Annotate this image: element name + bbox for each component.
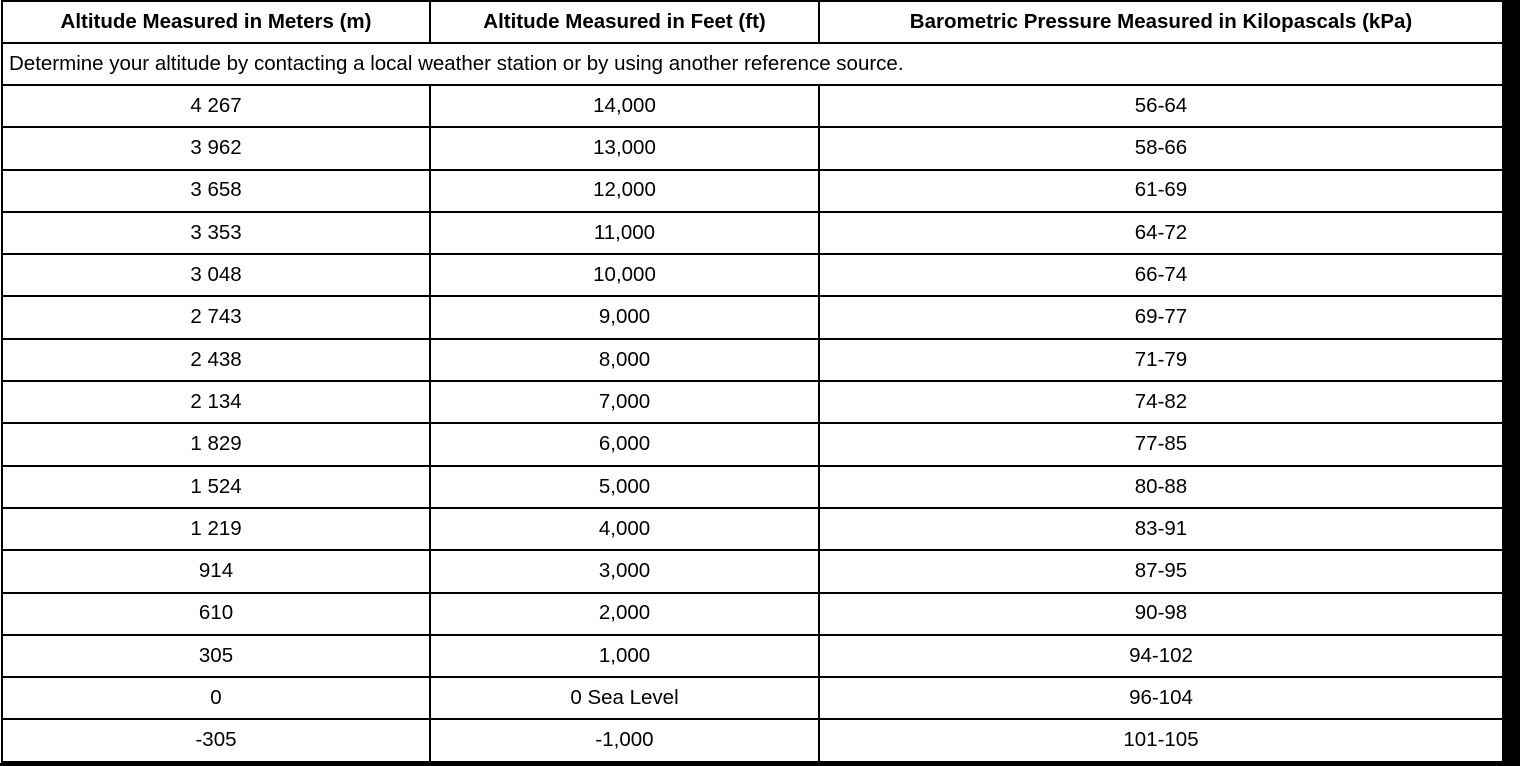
cell-feet: 6,000: [430, 423, 819, 465]
table-row: [2, 550, 1503, 592]
cell-feet: 13,000: [430, 127, 819, 169]
cell-feet: 12,000: [430, 170, 819, 212]
header-meters: Altitude Measured in Meters (m): [2, 1, 430, 43]
cell-feet: 2,000: [430, 593, 819, 635]
cell-meters: -305: [2, 719, 430, 761]
altitude-pressure-table: [1, 0, 1504, 763]
cell-feet: 14,000: [430, 85, 819, 127]
cell-feet: 8,000: [430, 339, 819, 381]
cell-meters: 305: [2, 635, 430, 677]
cell-pressure: 87-95: [819, 550, 1503, 592]
cell-meters: 3 048: [2, 254, 430, 296]
table-row: [2, 466, 1503, 508]
table-row: [2, 635, 1503, 677]
cell-pressure: 83-91: [819, 508, 1503, 550]
cell-feet: 9,000: [430, 296, 819, 338]
cell-pressure: 74-82: [819, 381, 1503, 423]
cell-meters: 1 524: [2, 466, 430, 508]
cell-meters: 914: [2, 550, 430, 592]
altitude-note: Determine your altitude by contacting a local weather station or by using another reference source.: [2, 43, 1503, 85]
header-feet: Altitude Measured in Feet (ft): [430, 1, 819, 43]
cell-pressure: 64-72: [819, 212, 1503, 254]
cell-pressure: 96-104: [819, 677, 1503, 719]
table-row: [2, 719, 1503, 761]
table-row: [2, 85, 1503, 127]
cell-pressure: 56-64: [819, 85, 1503, 127]
cell-meters: 0: [2, 677, 430, 719]
cell-feet: 7,000: [430, 381, 819, 423]
table-row: [2, 296, 1503, 338]
cell-meters: 3 353: [2, 212, 430, 254]
cell-pressure: 94-102: [819, 635, 1503, 677]
table-row: [2, 127, 1503, 169]
cell-pressure: 69-77: [819, 296, 1503, 338]
table-row: [2, 381, 1503, 423]
table-row: [2, 593, 1503, 635]
table-row: [2, 212, 1503, 254]
header-row: [2, 1, 1503, 43]
cell-feet: 0 Sea Level: [430, 677, 819, 719]
cell-pressure: 101-105: [819, 719, 1503, 761]
cell-pressure: 58-66: [819, 127, 1503, 169]
cell-feet: 10,000: [430, 254, 819, 296]
cell-meters: 610: [2, 593, 430, 635]
cell-meters: 3 962: [2, 127, 430, 169]
cell-feet: 3,000: [430, 550, 819, 592]
table-row: [2, 423, 1503, 465]
cell-feet: 1,000: [430, 635, 819, 677]
cell-feet: 4,000: [430, 508, 819, 550]
cell-meters: 2 743: [2, 296, 430, 338]
cell-meters: 4 267: [2, 85, 430, 127]
cell-pressure: 77-85: [819, 423, 1503, 465]
header-pressure: Barometric Pressure Measured in Kilopascals (kPa): [819, 1, 1503, 43]
cell-pressure: 66-74: [819, 254, 1503, 296]
cell-pressure: 90-98: [819, 593, 1503, 635]
table-row: [2, 677, 1503, 719]
cell-feet: 11,000: [430, 212, 819, 254]
cell-pressure: 80-88: [819, 466, 1503, 508]
cell-meters: 3 658: [2, 170, 430, 212]
note-row: [2, 43, 1503, 85]
table-row: [2, 339, 1503, 381]
cell-pressure: 61-69: [819, 170, 1503, 212]
cell-feet: -1,000: [430, 719, 819, 761]
table-row: [2, 508, 1503, 550]
cell-meters: 1 829: [2, 423, 430, 465]
cell-meters: 2 134: [2, 381, 430, 423]
cell-meters: 2 438: [2, 339, 430, 381]
table-row: [2, 170, 1503, 212]
table-row: [2, 254, 1503, 296]
cell-pressure: 71-79: [819, 339, 1503, 381]
cell-feet: 5,000: [430, 466, 819, 508]
cell-meters: 1 219: [2, 508, 430, 550]
